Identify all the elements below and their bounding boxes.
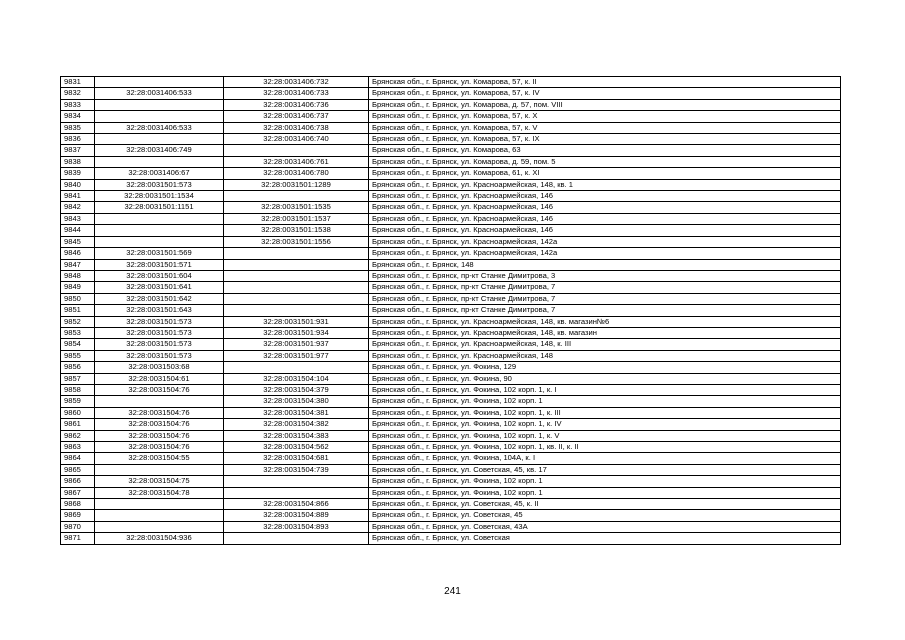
row-number-cell: 9865 [61,464,95,475]
table-row [61,419,841,430]
parent-cadastral-number-cell: 32:28:0031504:78 [95,487,224,498]
row-number-cell: 9853 [61,327,95,338]
row-number-cell: 9836 [61,134,95,145]
address-cell: Брянская обл., г. Брянск, ул. Красноармейская, 146 [369,213,841,224]
parent-cadastral-number-cell: 32:28:0031504:55 [95,453,224,464]
row-number-cell: 9845 [61,236,95,247]
table-row [61,453,841,464]
parent-cadastral-number-cell [95,236,224,247]
row-number-cell: 9856 [61,362,95,373]
address-cell: Брянская обл., г. Брянск, ул. Комарова, 61, к. XI [369,168,841,179]
address-cell: Брянская обл., г. Брянск, ул. Фокина, 102 корп. 1, к. III [369,407,841,418]
cadastral-number-cell: 32:28:0031504:104 [224,373,369,384]
cadastral-number-cell: 32:28:0031406:732 [224,77,369,88]
table-row [61,407,841,418]
table-row [61,134,841,145]
table-row [61,259,841,270]
parent-cadastral-number-cell [95,134,224,145]
address-cell: Брянская обл., г. Брянск, ул. Комарова, д. 59, пом. 5 [369,156,841,167]
parent-cadastral-number-cell: 32:28:0031504:936 [95,533,224,544]
cadastral-number-cell: 32:28:0031504:380 [224,396,369,407]
cadastral-number-cell: 32:28:0031406:733 [224,88,369,99]
row-number-cell: 9840 [61,179,95,190]
cadastral-number-cell: 32:28:0031501:937 [224,339,369,350]
address-cell: Брянская обл., г. Брянск, ул. Фокина, 102 корп. 1 [369,487,841,498]
row-number-cell: 9847 [61,259,95,270]
table-row [61,225,841,236]
address-cell: Брянская обл., г. Брянск, ул. Комарова, 57, к. X [369,111,841,122]
table-row [61,282,841,293]
cadastral-number-cell [224,533,369,544]
row-number-cell: 9868 [61,499,95,510]
row-number-cell: 9850 [61,293,95,304]
row-number-cell: 9867 [61,487,95,498]
table-row [61,99,841,110]
cadastral-number-cell [224,362,369,373]
parent-cadastral-number-cell [95,521,224,532]
table-row [61,430,841,441]
table-row [61,88,841,99]
table-row [61,293,841,304]
table-row [61,476,841,487]
parent-cadastral-number-cell: 32:28:0031501:573 [95,179,224,190]
table-row [61,510,841,521]
parent-cadastral-number-cell [95,99,224,110]
cadastral-number-cell: 32:28:0031406:736 [224,99,369,110]
cadastral-number-cell: 32:28:0031504:379 [224,384,369,395]
parent-cadastral-number-cell: 32:28:0031501:573 [95,316,224,327]
cadastral-number-cell: 32:28:0031504:383 [224,430,369,441]
address-cell: Брянская обл., г. Брянск, ул. Комарова, 63 [369,145,841,156]
parent-cadastral-number-cell [95,464,224,475]
row-number-cell: 9839 [61,168,95,179]
table-row [61,202,841,213]
row-number-cell: 9871 [61,533,95,544]
cadastral-number-cell: 32:28:0031504:381 [224,407,369,418]
address-cell: Брянская обл., г. Брянск, ул. Фокина, 102 корп. 1 [369,396,841,407]
cadastral-number-cell: 32:28:0031504:866 [224,499,369,510]
parent-cadastral-number-cell [95,156,224,167]
address-cell: Брянская обл., г. Брянск, ул. Красноармейская, 142а [369,236,841,247]
address-cell: Брянская обл., г. Брянск, пр-кт Станке Димитрова, 7 [369,282,841,293]
address-cell: Брянская обл., г. Брянск, ул. Красноармейская, 146 [369,225,841,236]
cadastral-number-cell: 32:28:0031504:889 [224,510,369,521]
address-cell: Брянская обл., г. Брянск, ул. Советская [369,533,841,544]
table-row [61,145,841,156]
address-cell: Брянская обл., г. Брянск, ул. Комарова, 57, к. IX [369,134,841,145]
table-row [61,521,841,532]
row-number-cell: 9861 [61,419,95,430]
row-number-cell: 9855 [61,350,95,361]
address-cell: Брянская обл., г. Брянск, пр-кт Станке Димитрова, 7 [369,305,841,316]
parent-cadastral-number-cell [95,396,224,407]
cadastral-number-cell: 32:28:0031504:893 [224,521,369,532]
table-row [61,236,841,247]
cadastral-number-cell: 32:28:0031501:1535 [224,202,369,213]
row-number-cell: 9841 [61,191,95,202]
table-row [61,339,841,350]
cadastral-number-cell: 32:28:0031406:780 [224,168,369,179]
address-cell: Брянская обл., г. Брянск, 148 [369,259,841,270]
table-row [61,327,841,338]
address-cell: Брянская обл., г. Брянск, ул. Фокина, 102 корп. 1, к. IV [369,419,841,430]
cadastral-number-cell: 32:28:0031406:761 [224,156,369,167]
parent-cadastral-number-cell: 32:28:0031501:643 [95,305,224,316]
parent-cadastral-number-cell: 32:28:0031406:749 [95,145,224,156]
table-row [61,362,841,373]
table-row [61,499,841,510]
parent-cadastral-number-cell [95,510,224,521]
row-number-cell: 9843 [61,213,95,224]
table-row [61,373,841,384]
address-cell: Брянская обл., г. Брянск, ул. Красноармейская, 148, к. III [369,339,841,350]
cadastral-number-cell: 32:28:0031501:1538 [224,225,369,236]
parent-cadastral-number-cell: 32:28:0031503:68 [95,362,224,373]
row-number-cell: 9858 [61,384,95,395]
parent-cadastral-number-cell: 32:28:0031501:604 [95,270,224,281]
row-number-cell: 9869 [61,510,95,521]
cadastral-number-cell [224,248,369,259]
row-number-cell: 9832 [61,88,95,99]
cadastral-number-cell: 32:28:0031501:1537 [224,213,369,224]
parent-cadastral-number-cell: 32:28:0031504:76 [95,384,224,395]
table-row [61,464,841,475]
address-cell: Брянская обл., г. Брянск, ул. Фокина, 102 корп. 1 [369,476,841,487]
parent-cadastral-number-cell: 32:28:0031504:76 [95,419,224,430]
cadastral-number-cell: 32:28:0031504:681 [224,453,369,464]
address-cell: Брянская обл., г. Брянск, ул. Комарова, 57, к. II [369,77,841,88]
cadastral-number-cell: 32:28:0031501:934 [224,327,369,338]
cadastral-number-cell [224,270,369,281]
address-cell: Брянская обл., г. Брянск, ул. Красноармейская, 142а [369,248,841,259]
row-number-cell: 9866 [61,476,95,487]
table-row [61,384,841,395]
row-number-cell: 9844 [61,225,95,236]
address-cell: Брянская обл., г. Брянск, ул. Советская, 43А [369,521,841,532]
parent-cadastral-number-cell: 32:28:0031504:76 [95,407,224,418]
cadastral-number-cell: 32:28:0031504:739 [224,464,369,475]
address-cell: Брянская обл., г. Брянск, ул. Красноармейская, 146 [369,202,841,213]
cadastral-number-cell [224,293,369,304]
address-cell: Брянская обл., г. Брянск, ул. Советская, 45, к. II [369,499,841,510]
parent-cadastral-number-cell: 32:28:0031501:573 [95,350,224,361]
cadastral-number-cell [224,145,369,156]
parent-cadastral-number-cell: 32:28:0031504:61 [95,373,224,384]
cadastral-number-cell [224,305,369,316]
row-number-cell: 9852 [61,316,95,327]
cadastral-number-cell [224,191,369,202]
cadastral-number-cell [224,487,369,498]
parent-cadastral-number-cell [95,77,224,88]
row-number-cell: 9831 [61,77,95,88]
table-row [61,168,841,179]
parent-cadastral-number-cell: 32:28:0031501:642 [95,293,224,304]
row-number-cell: 9838 [61,156,95,167]
address-cell: Брянская обл., г. Брянск, ул. Фокина, 104А, к. I [369,453,841,464]
parent-cadastral-number-cell [95,213,224,224]
address-cell: Брянская обл., г. Брянск, пр-кт Станке Димитрова, 3 [369,270,841,281]
cadastral-number-cell: 32:28:0031501:1556 [224,236,369,247]
address-cell: Брянская обл., г. Брянск, пр-кт Станке Димитрова, 7 [369,293,841,304]
address-cell: Брянская обл., г. Брянск, ул. Красноармейская, 148, кв. магазин№6 [369,316,841,327]
address-cell: Брянская обл., г. Брянск, ул. Красноармейская, 148 [369,350,841,361]
row-number-cell: 9849 [61,282,95,293]
parent-cadastral-number-cell: 32:28:0031501:573 [95,339,224,350]
parent-cadastral-number-cell: 32:28:0031406:533 [95,122,224,133]
row-number-cell: 9848 [61,270,95,281]
row-number-cell: 9834 [61,111,95,122]
address-cell: Брянская обл., г. Брянск, ул. Фокина, 102 корп. 1, к. V [369,430,841,441]
table-row [61,191,841,202]
row-number-cell: 9837 [61,145,95,156]
table-row [61,316,841,327]
cadastral-number-cell [224,259,369,270]
address-cell: Брянская обл., г. Брянск, ул. Красноармейская, 146 [369,191,841,202]
cadastral-number-cell: 32:28:0031501:931 [224,316,369,327]
cadastral-number-cell: 32:28:0031504:562 [224,442,369,453]
address-cell: Брянская обл., г. Брянск, ул. Советская, 45 [369,510,841,521]
row-number-cell: 9846 [61,248,95,259]
address-cell: Брянская обл., г. Брянск, ул. Комарова, 57, к. IV [369,88,841,99]
row-number-cell: 9870 [61,521,95,532]
table-row [61,533,841,544]
table-body [61,77,841,545]
table-row [61,111,841,122]
row-number-cell: 9851 [61,305,95,316]
table-row [61,350,841,361]
table-row [61,442,841,453]
parent-cadastral-number-cell [95,225,224,236]
cadastral-register-table [60,76,841,545]
table-row [61,487,841,498]
address-cell: Брянская обл., г. Брянск, ул. Красноармейская, 148, кв. 1 [369,179,841,190]
parent-cadastral-number-cell: 32:28:0031504:76 [95,442,224,453]
address-cell: Брянская обл., г. Брянск, ул. Фокина, 90 [369,373,841,384]
parent-cadastral-number-cell: 32:28:0031501:571 [95,259,224,270]
cadastral-number-cell [224,476,369,487]
address-cell: Брянская обл., г. Брянск, ул. Комарова, д. 57, пом. VIII [369,99,841,110]
parent-cadastral-number-cell: 32:28:0031501:1534 [95,191,224,202]
row-number-cell: 9859 [61,396,95,407]
address-cell: Брянская обл., г. Брянск, ул. Фокина, 129 [369,362,841,373]
row-number-cell: 9857 [61,373,95,384]
row-number-cell: 9863 [61,442,95,453]
parent-cadastral-number-cell: 32:28:0031501:573 [95,327,224,338]
parent-cadastral-number-cell: 32:28:0031501:641 [95,282,224,293]
row-number-cell: 9864 [61,453,95,464]
row-number-cell: 9835 [61,122,95,133]
parent-cadastral-number-cell: 32:28:0031406:67 [95,168,224,179]
address-cell: Брянская обл., г. Брянск, ул. Комарова, 57, к. V [369,122,841,133]
table-row [61,122,841,133]
cadastral-number-cell: 32:28:0031406:737 [224,111,369,122]
row-number-cell: 9833 [61,99,95,110]
cadastral-number-cell: 32:28:0031406:740 [224,134,369,145]
table-row [61,179,841,190]
cadastral-number-cell [224,282,369,293]
table-row [61,248,841,259]
parent-cadastral-number-cell: 32:28:0031504:75 [95,476,224,487]
address-cell: Брянская обл., г. Брянск, ул. Фокина, 102 корп. 1, к. I [369,384,841,395]
address-cell: Брянская обл., г. Брянск, ул. Советская, 45, кв. 17 [369,464,841,475]
row-number-cell: 9854 [61,339,95,350]
cadastral-number-cell: 32:28:0031501:1289 [224,179,369,190]
cadastral-number-cell: 32:28:0031406:738 [224,122,369,133]
table-row [61,77,841,88]
table-row [61,305,841,316]
parent-cadastral-number-cell [95,111,224,122]
table-row [61,213,841,224]
page-number: 241 [444,586,461,597]
row-number-cell: 9860 [61,407,95,418]
parent-cadastral-number-cell: 32:28:0031504:76 [95,430,224,441]
address-cell: Брянская обл., г. Брянск, ул. Фокина, 102 корп. 1, кв. II, к. II [369,442,841,453]
parent-cadastral-number-cell: 32:28:0031406:533 [95,88,224,99]
table-row [61,396,841,407]
parent-cadastral-number-cell: 32:28:0031501:569 [95,248,224,259]
cadastral-number-cell: 32:28:0031501:977 [224,350,369,361]
table-row [61,156,841,167]
row-number-cell: 9862 [61,430,95,441]
parent-cadastral-number-cell: 32:28:0031501:1151 [95,202,224,213]
address-cell: Брянская обл., г. Брянск, ул. Красноармейская, 148, кв. магазин [369,327,841,338]
cadastral-number-cell: 32:28:0031504:382 [224,419,369,430]
parent-cadastral-number-cell [95,499,224,510]
table-row [61,270,841,281]
row-number-cell: 9842 [61,202,95,213]
